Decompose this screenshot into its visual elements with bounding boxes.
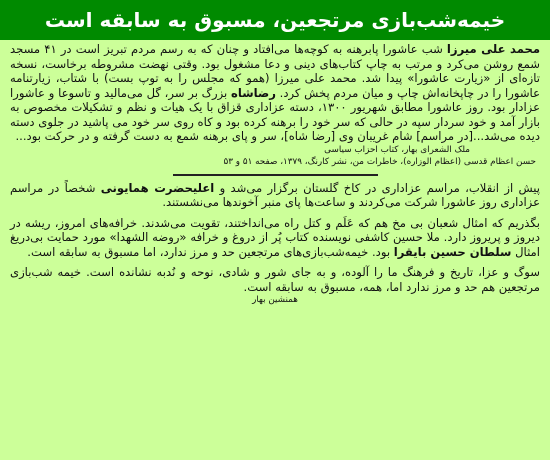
name-alahazrat: اعلیحضرت همایونی xyxy=(100,180,215,195)
name-mohammad-ali-mirza: محمد علی میرزا xyxy=(446,42,541,56)
article-body xyxy=(0,40,550,306)
paragraph-golestan-part1: پیش از انقلاب، مراسم عزاداری در کاخ گلستان برگزار می‌شد و xyxy=(214,180,540,195)
quote-source-bahar: ملک الشعرای بهار، کتاب احزاب سیاسی xyxy=(324,144,470,155)
divider-wrap xyxy=(10,168,540,181)
paragraph-kashefi xyxy=(10,216,540,260)
quote-source-azam: حسن اعظام قدسی (اعظام الوزاره)، خاطرات من، نشر کارنگ، ۱۳۷۹، صفحه ۵۱ و ۵۳ xyxy=(223,156,536,167)
quote-text-part1: شب عاشورا پابرهنه به کوچه‌ها می‌افتاد و چنان که به رسم مردم تبریز است در ۴۱ مسجد شمع روشن می‌کرد و مرتب به چاپ کتاب‌های دینی و دعا مشغول بود. وقتی نهضت مشروطه برخاست، نسخه تازه‌ای از «زیارت عاشورا» پیدا شد. محمد علی میرزا (همو که مجلس را به توپ بست) با شتاب، زیارتنامه عاشورا را در چاپخانه‌اش چاپ و میان مردم پخش کرد. xyxy=(10,42,540,100)
quote-text-part2: بزرگ بر سر، گل می‌مالید و تاسوعا و عاشورا عزادار بود. روز عاشورا مطابق شهریور ۱۳۰۰، دسته عزاداری قزاق با یک هیات و نظم و تشکیلات مخصوص به بازار آمد و خود سردار سپه در حالی که سر خود را برهنه کرده بود و کاه روی سر خود می پاشید در جلوی دسته دیده می‌شد...[در مراسم] شام غریبان وی [رضا شاه]، سر و پای برهنه شمع به دست گرفته و در حرکت بود... xyxy=(10,85,540,143)
paragraph-golestan xyxy=(10,181,540,210)
quote-paragraph xyxy=(10,42,540,144)
signature: همنشین بهار xyxy=(252,295,298,305)
title-bar xyxy=(0,0,550,40)
name-reza-shah: رضاشاه xyxy=(231,85,276,100)
article-title: خیمه‌شب‌بازی مرتجعین، مسبوق به سابقه است xyxy=(44,8,506,32)
paragraph-kashefi-part1: بگذریم که امثال شعبان بی مخ هم که عَلَم و کتل راه می‌انداختند، تقویت می‌شدند. خرافه‌های امروز، ریشه در دیروز و پریروز دارد. ملا حسین کاشفی نویسنده کتاب پُر از دروغ و خرافه «روضه الشهدا» مورد حمایت بی‌دریغ امثال xyxy=(10,215,540,259)
section-divider xyxy=(173,174,378,176)
paragraph-kashefi-part2: بود. خیمه‌شب‌بازی‌های مرتجعین حد و مرز ندارد، اما مسبوق به سابقه است. xyxy=(27,244,394,259)
name-soltan-hossein: سلطان حسین بایقرا xyxy=(393,244,512,259)
paragraph-golestan-part2: شخصاً در مراسم عزاداری روز عاشورا شرکت می‌کردند و ساعت‌ها پای منبر آخوندها می‌نشستند. xyxy=(10,180,540,209)
paragraph-conclusion: سوگ و عزا، تاریخ و فرهنگ ما را آلوده، و به جای شور و شادی، نوحه و نُدبه نشانده است. خیمه شب‌بازی مرتجعین هم حد و مرز ندارد اما، همه، مسبوق به سابقه است. xyxy=(10,265,540,294)
